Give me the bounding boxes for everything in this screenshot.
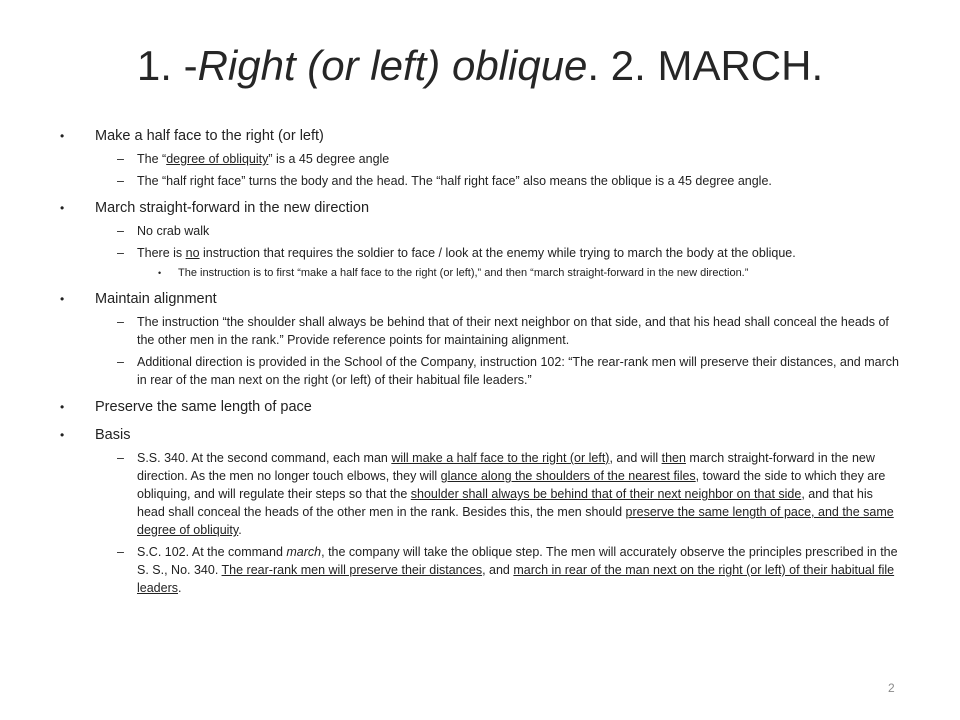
sub-shoulder-instruction: – The instruction “the shoulder shall always be behind that of their next neighbor on that side, and that his head shall conceal the heads of the other men in the rank.” Provide reference points for maintaining alignment.	[117, 315, 889, 347]
dash-icon: –	[117, 355, 124, 369]
slide-title: 1. -Right (or left) oblique. 2. MARCH.	[136, 42, 824, 89]
dash-icon: –	[117, 174, 124, 188]
sub-school-of-company: – Additional direction is provided in the School of the Company, instruction 102: “The rear-rank men will preserve their distances, and march in rear of the man next on the right (or left) of their habitual file leaders.”	[117, 355, 899, 387]
sub-sc-102: – S.C. 102. At the command march, the company will take the oblique step. The men will accurately observe the principles prescribed in the S. S., No. 340. The rear-rank men will preserve their distances, and march in rear of the man next on the right (or left) of their habitual file leaders.	[117, 545, 898, 595]
slide-body	[60, 126, 900, 597]
subsub-instruction-first: • The instruction is to first “make a half face to the right (or left),” and then “march straight-forward in the new direction.”	[158, 267, 749, 279]
sub-no-instruction: – There is no instruction that requires the soldier to face / look at the enemy while trying to march the body at the oblique.	[117, 246, 796, 260]
bullet-icon: •	[60, 400, 65, 414]
dash-icon: –	[117, 224, 124, 238]
dash-icon: –	[117, 152, 124, 166]
bullet-icon: •	[60, 201, 65, 215]
bullet-preserve-pace: • Preserve the same length of pace	[60, 399, 312, 415]
bullet-icon: •	[60, 292, 65, 306]
bullet-march-forward: • March straight-forward in the new direction	[60, 200, 370, 216]
dash-icon: –	[117, 545, 124, 559]
dash-icon: –	[117, 451, 124, 465]
sub-no-crab-walk: – No crab walk	[117, 224, 210, 238]
bullet-half-face: • Make a half face to the right (or left)	[60, 128, 324, 144]
dash-icon: –	[117, 246, 124, 260]
page-number: 2	[888, 681, 895, 695]
bullet-basis: • Basis	[60, 427, 131, 443]
dash-icon: –	[117, 315, 124, 329]
bullet-maintain-alignment: • Maintain alignment	[60, 291, 217, 307]
bullet-icon: •	[158, 268, 162, 278]
sub-half-right-face: – The “half right face” turns the body and the head. The “half right face” also means the oblique is a 45 degree angle.	[117, 174, 772, 188]
bullet-icon: •	[60, 129, 65, 143]
sub-ss-340: – S.S. 340. At the second command, each man will make a half face to the right (or left), and will then march straight-forward in the new direction. As the men no longer touch elbows, they will glance along the shoulders of the nearest files, toward the side to which they are obliquing, and will regulate their steps so that the shoulder shall always be behind that of their next neighbor on that side, and that his head shall conceal the heads of the other men in the rank. Besides this, the men should preserve the same length of pace, and the same degree of obliquity.	[117, 451, 894, 537]
sub-degree-of-obliquity: – The “degree of obliquity” is a 45 degree angle	[117, 152, 390, 166]
bullet-icon: •	[60, 428, 65, 442]
